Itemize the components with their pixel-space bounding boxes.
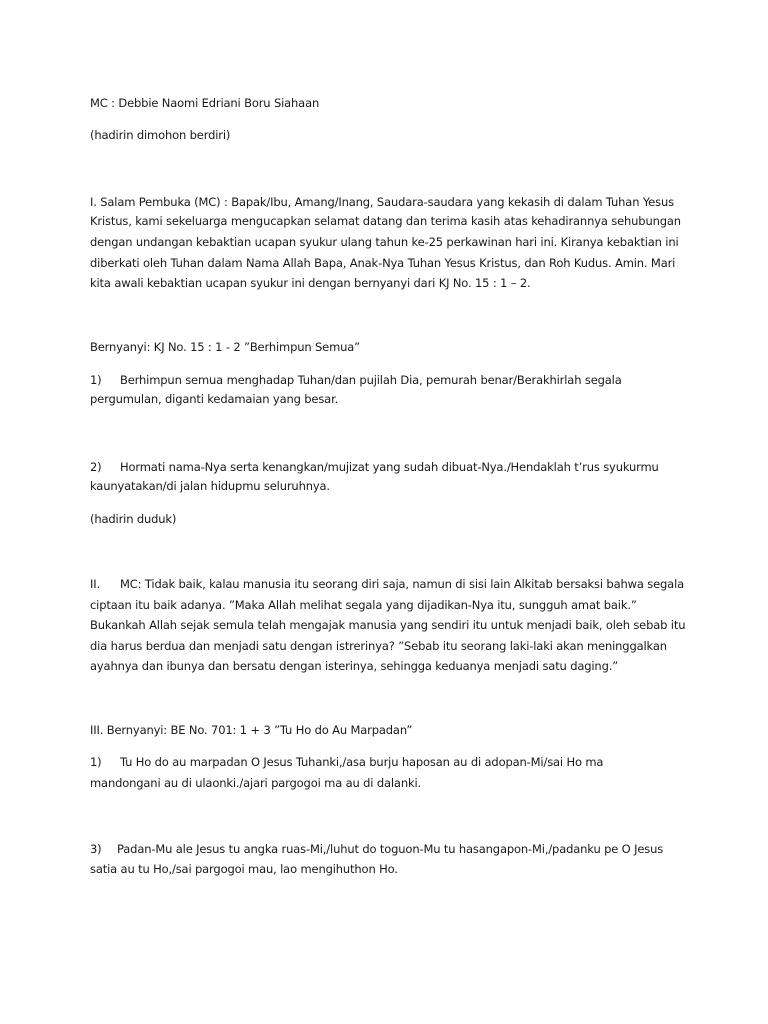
be-verse-1-line bbox=[90, 755, 603, 769]
verse-text: Berhimpun semua menghadap Tuhan/dan pujilah Dia, pemurah benar/Berakhirlah segala bbox=[120, 373, 622, 387]
verse-text: Padan-Mu ale Jesus tu angka ruas-Mi,/luhut do toguon-Mu tu hasangapon-Mi,/padanku pe O Jesus bbox=[117, 842, 664, 856]
be-verse-1-line: mandongani au di ulaonki./ajari pargogoi ma au di dalanki. bbox=[90, 776, 422, 790]
section-1-line: diberkati oleh Tuhan dalam Nama Allah Bapa, Anak-Nya Tuhan Yesus Kristus, dan Roh Kudus. Amin. Mari bbox=[90, 256, 676, 270]
song-be-heading: III. Bernyanyi: BE No. 701: 1 + 3 ”Tu Ho do Au Marpadan” bbox=[90, 723, 413, 737]
section-1-line: dengan undangan kebaktian ucapan syukur ulang tahun ke-25 perkawinan hari ini. Kiranya kebaktian ini bbox=[90, 235, 679, 249]
verse-number: 3) bbox=[90, 842, 102, 856]
section-1-line: kita awali kebaktian ucapan syukur ini dengan bernyanyi dari KJ No. 15 : 1 – 2. bbox=[90, 276, 531, 290]
section-2-line: ayahnya dan ibunya dan bersatu dengan isterinya, sehingga keduanya menjadi satu daging.” bbox=[90, 659, 619, 673]
section-2-line bbox=[90, 577, 684, 591]
stand-instruction: (hadirin dimohon berdiri) bbox=[90, 128, 231, 142]
verse-number: 1) bbox=[90, 373, 102, 387]
sit-instruction: (hadirin duduk) bbox=[90, 512, 177, 526]
kj-verse-2-line bbox=[90, 460, 659, 474]
verse-text: Hormati nama-Nya serta kenangkan/mujizat yang sudah dibuat-Nya./Hendaklah t’rus syukurmu bbox=[120, 460, 659, 474]
be-verse-3-line: satia au tu Ho,/sai pargogoi mau, lao mengihuthon Ho. bbox=[90, 862, 398, 876]
section-1-line: I. Salam Pembuka (MC) : Bapak/Ibu, Amang/Inang, Saudara-saudara yang kekasih di dalam Tuhan Yesus bbox=[90, 195, 674, 209]
kj-verse-1-line: pergumulan, diganti kedamaian yang besar. bbox=[90, 392, 339, 406]
section-1-line: Kristus, kami sekeluarga mengucapkan selamat datang dan terima kasih atas kehadirannya sehubungan bbox=[90, 214, 681, 228]
section-2-line: Bukankah Allah sejak semula telah mengajak manusia yang sendiri itu untuk menjadi baik, oleh sebab itu bbox=[90, 618, 686, 632]
be-verse-3-line bbox=[90, 842, 663, 856]
verse-number: 1) bbox=[90, 755, 102, 769]
verse-text: Tu Ho do au marpadan O Jesus Tuhanki,/asa burju haposan au di adopan-Mi/sai Ho ma bbox=[120, 755, 604, 769]
verse-number: 2) bbox=[90, 460, 102, 474]
song-kj-heading: Bernyanyi: KJ No. 15 : 1 - 2 ”Berhimpun Semua” bbox=[90, 340, 360, 354]
kj-verse-2-line: kaunyatakan/di jalan hidupmu seluruhnya. bbox=[90, 479, 330, 493]
section-number: II. bbox=[90, 577, 100, 591]
mc-name-line: MC : Debbie Naomi Edriani Boru Siahaan bbox=[90, 96, 320, 110]
section-2-line: dia harus berdua dan menjadi satu dengan istrerinya? ”Sebab itu seorang laki-laki akan meninggalkan bbox=[90, 639, 667, 653]
kj-verse-1-line bbox=[90, 373, 622, 387]
section-2-line: ciptaan itu baik adanya. ”Maka Allah melihat segala yang dijadikan-Nya itu, sungguh amat baik.” bbox=[90, 598, 637, 612]
section-text: MC: Tidak baik, kalau manusia itu seorang diri saja, namun di sisi lain Alkitab bersaksi bahwa segala bbox=[120, 577, 685, 591]
